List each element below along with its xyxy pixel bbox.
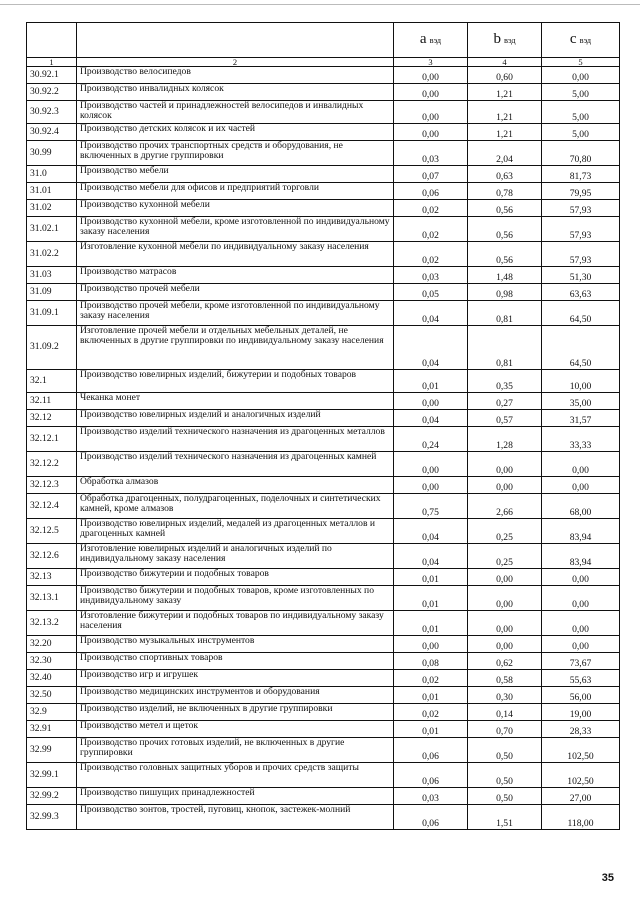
row-name: Производство зонтов, тростей, пуговиц, кнопок, застежек-молний bbox=[77, 805, 394, 830]
row-value-c: 83,94 bbox=[542, 544, 620, 569]
row-name: Производство инвалидных колясок bbox=[77, 84, 394, 101]
table-row bbox=[27, 494, 620, 519]
row-code: 32.13 bbox=[27, 569, 77, 586]
header-b-label: b bbox=[493, 31, 501, 48]
row-name: Производство изделий технического назначения из драгоценных металлов bbox=[77, 427, 394, 452]
row-value-a: 0,01 bbox=[394, 687, 468, 704]
row-name: Производство игр и игрушек bbox=[77, 670, 394, 687]
header-b bbox=[468, 23, 542, 58]
row-value-c: 33,33 bbox=[542, 427, 620, 452]
row-value-a: 0,04 bbox=[394, 301, 468, 326]
row-value-c: 5,00 bbox=[542, 84, 620, 101]
row-value-c: 73,67 bbox=[542, 653, 620, 670]
row-name: Производство медицинских инструментов и оборудования bbox=[77, 687, 394, 704]
table-row bbox=[27, 544, 620, 569]
row-value-a: 0,00 bbox=[394, 124, 468, 141]
row-value-c: 27,00 bbox=[542, 788, 620, 805]
row-value-c: 118,00 bbox=[542, 805, 620, 830]
row-name: Изготовление кухонной мебели по индивидуальному заказу населения bbox=[77, 242, 394, 267]
row-code: 32.12.6 bbox=[27, 544, 77, 569]
column-number: 2 bbox=[77, 58, 394, 67]
row-value-c: 64,50 bbox=[542, 301, 620, 326]
row-value-a: 0,01 bbox=[394, 721, 468, 738]
row-value-b: 0,25 bbox=[468, 544, 542, 569]
row-code: 31.02 bbox=[27, 200, 77, 217]
row-value-c: 10,00 bbox=[542, 370, 620, 393]
row-value-b: 0,50 bbox=[468, 763, 542, 788]
row-value-a: 0,07 bbox=[394, 166, 468, 183]
table-row bbox=[27, 805, 620, 830]
row-value-a: 0,06 bbox=[394, 738, 468, 763]
row-value-a: 0,01 bbox=[394, 569, 468, 586]
row-value-a: 0,08 bbox=[394, 653, 468, 670]
header-b-sub: вэд bbox=[503, 35, 516, 46]
row-name: Производство мебели bbox=[77, 166, 394, 183]
row-value-c: 83,94 bbox=[542, 519, 620, 544]
row-value-c: 0,00 bbox=[542, 452, 620, 477]
row-value-a: 0,00 bbox=[394, 393, 468, 410]
row-name: Производство кухонной мебели, кроме изготовленной по индивидуальному заказу населения bbox=[77, 217, 394, 242]
table-row bbox=[27, 569, 620, 586]
row-name: Производство мебели для офисов и предприятий торговли bbox=[77, 183, 394, 200]
row-value-c: 19,00 bbox=[542, 704, 620, 721]
row-code: 32.12.5 bbox=[27, 519, 77, 544]
row-value-b: 0,78 bbox=[468, 183, 542, 200]
row-code: 30.92.2 bbox=[27, 84, 77, 101]
row-name: Производство бижутерии и подобных товаров bbox=[77, 569, 394, 586]
row-value-c: 35,00 bbox=[542, 393, 620, 410]
row-value-b: 0,98 bbox=[468, 284, 542, 301]
row-value-b: 0,70 bbox=[468, 721, 542, 738]
row-value-a: 0,04 bbox=[394, 326, 468, 370]
row-value-b: 2,04 bbox=[468, 141, 542, 166]
row-code: 32.12.1 bbox=[27, 427, 77, 452]
row-code: 30.99 bbox=[27, 141, 77, 166]
row-code: 32.12.3 bbox=[27, 477, 77, 494]
row-name: Производство пишущих принадлежностей bbox=[77, 788, 394, 805]
header-c-sub: вэд bbox=[579, 35, 592, 46]
table-row bbox=[27, 284, 620, 301]
row-value-c: 70,80 bbox=[542, 141, 620, 166]
row-code: 32.99.2 bbox=[27, 788, 77, 805]
row-name: Производство ювелирных изделий, бижутерии и подобных товаров bbox=[77, 370, 394, 393]
table-row bbox=[27, 166, 620, 183]
row-value-a: 0,02 bbox=[394, 217, 468, 242]
row-value-b: 2,66 bbox=[468, 494, 542, 519]
row-value-b: 1,21 bbox=[468, 124, 542, 141]
row-value-b: 1,51 bbox=[468, 805, 542, 830]
row-name: Производство метел и щеток bbox=[77, 721, 394, 738]
page-number: 35 bbox=[601, 872, 614, 884]
row-value-a: 0,06 bbox=[394, 183, 468, 200]
row-value-b: 0,25 bbox=[468, 519, 542, 544]
row-value-c: 31,57 bbox=[542, 410, 620, 427]
row-value-a: 0,02 bbox=[394, 200, 468, 217]
row-code: 31.09.2 bbox=[27, 326, 77, 370]
row-name: Производство спортивных товаров bbox=[77, 653, 394, 670]
row-value-c: 0,00 bbox=[542, 569, 620, 586]
row-name: Производство прочей мебели, кроме изготовленной по индивидуальному заказу населения bbox=[77, 301, 394, 326]
header-code bbox=[27, 23, 77, 58]
row-code: 31.09 bbox=[27, 284, 77, 301]
row-code: 32.91 bbox=[27, 721, 77, 738]
row-name: Производство изделий, не включенных в другие группировки bbox=[77, 704, 394, 721]
table-row bbox=[27, 267, 620, 284]
table-row bbox=[27, 636, 620, 653]
row-value-a: 0,04 bbox=[394, 410, 468, 427]
row-value-b: 0,56 bbox=[468, 217, 542, 242]
row-code: 32.99.3 bbox=[27, 805, 77, 830]
table-row bbox=[27, 452, 620, 477]
row-code: 32.30 bbox=[27, 653, 77, 670]
coefficients-table bbox=[26, 22, 620, 830]
header-name bbox=[77, 23, 394, 58]
row-code: 32.50 bbox=[27, 687, 77, 704]
row-value-a: 0,03 bbox=[394, 267, 468, 284]
column-number: 1 bbox=[27, 58, 77, 67]
table-row bbox=[27, 611, 620, 636]
row-code: 32.1 bbox=[27, 370, 77, 393]
row-name: Производство ювелирных изделий, медалей из драгоценных металлов и драгоценных камней bbox=[77, 519, 394, 544]
row-name: Производство частей и принадлежностей велосипедов и инвалидных колясок bbox=[77, 101, 394, 124]
row-code: 32.99 bbox=[27, 738, 77, 763]
row-value-c: 57,93 bbox=[542, 200, 620, 217]
column-number: 5 bbox=[542, 58, 620, 67]
row-value-b: 0,00 bbox=[468, 586, 542, 611]
row-value-b: 0,14 bbox=[468, 704, 542, 721]
row-value-c: 57,93 bbox=[542, 217, 620, 242]
row-value-c: 63,63 bbox=[542, 284, 620, 301]
table-row bbox=[27, 427, 620, 452]
row-value-c: 5,00 bbox=[542, 101, 620, 124]
table-row bbox=[27, 477, 620, 494]
row-code: 31.02.1 bbox=[27, 217, 77, 242]
row-name: Производство прочей мебели bbox=[77, 284, 394, 301]
row-value-b: 0,57 bbox=[468, 410, 542, 427]
row-value-a: 0,01 bbox=[394, 611, 468, 636]
row-value-c: 0,00 bbox=[542, 67, 620, 84]
column-number: 3 bbox=[394, 58, 468, 67]
row-code: 32.40 bbox=[27, 670, 77, 687]
table-row bbox=[27, 393, 620, 410]
table-row bbox=[27, 519, 620, 544]
table-row bbox=[27, 242, 620, 267]
row-name: Производство кухонной мебели bbox=[77, 200, 394, 217]
row-name: Обработка алмазов bbox=[77, 477, 394, 494]
row-value-b: 0,00 bbox=[468, 611, 542, 636]
row-code: 32.13.2 bbox=[27, 611, 77, 636]
row-value-a: 0,00 bbox=[394, 101, 468, 124]
row-code: 32.20 bbox=[27, 636, 77, 653]
row-value-c: 81,73 bbox=[542, 166, 620, 183]
row-code: 32.13.1 bbox=[27, 586, 77, 611]
row-value-a: 0,00 bbox=[394, 636, 468, 653]
row-name: Изготовление ювелирных изделий и аналогичных изделий по индивидуальному заказу населения bbox=[77, 544, 394, 569]
row-name: Производство музыкальных инструментов bbox=[77, 636, 394, 653]
row-value-a: 0,02 bbox=[394, 670, 468, 687]
table-row bbox=[27, 410, 620, 427]
row-value-b: 0,30 bbox=[468, 687, 542, 704]
row-name: Производство головных защитных уборов и прочих средств защиты bbox=[77, 763, 394, 788]
header-a-sub: вэд bbox=[429, 35, 442, 46]
row-value-a: 0,00 bbox=[394, 67, 468, 84]
row-value-c: 0,00 bbox=[542, 477, 620, 494]
table-row bbox=[27, 653, 620, 670]
table-row bbox=[27, 370, 620, 393]
row-value-b: 0,27 bbox=[468, 393, 542, 410]
row-value-c: 51,30 bbox=[542, 267, 620, 284]
row-value-b: 0,63 bbox=[468, 166, 542, 183]
row-value-a: 0,00 bbox=[394, 477, 468, 494]
table-row bbox=[27, 704, 620, 721]
row-value-a: 0,75 bbox=[394, 494, 468, 519]
row-code: 31.02.2 bbox=[27, 242, 77, 267]
table-row bbox=[27, 687, 620, 704]
row-value-b: 0,50 bbox=[468, 788, 542, 805]
row-code: 30.92.1 bbox=[27, 67, 77, 84]
row-value-c: 68,00 bbox=[542, 494, 620, 519]
table-row bbox=[27, 124, 620, 141]
row-value-a: 0,02 bbox=[394, 242, 468, 267]
row-code: 32.12 bbox=[27, 410, 77, 427]
row-name: Чеканка монет bbox=[77, 393, 394, 410]
row-value-c: 79,95 bbox=[542, 183, 620, 200]
row-value-a: 0,03 bbox=[394, 788, 468, 805]
row-value-a: 0,05 bbox=[394, 284, 468, 301]
row-value-b: 0,60 bbox=[468, 67, 542, 84]
row-value-c: 28,33 bbox=[542, 721, 620, 738]
row-code: 31.03 bbox=[27, 267, 77, 284]
row-value-c: 102,50 bbox=[542, 738, 620, 763]
row-value-b: 0,00 bbox=[468, 636, 542, 653]
header-a-label: a bbox=[419, 31, 427, 48]
row-code: 32.12.2 bbox=[27, 452, 77, 477]
row-value-b: 0,56 bbox=[468, 242, 542, 267]
row-value-a: 0,03 bbox=[394, 141, 468, 166]
header-c-label: c bbox=[569, 31, 577, 48]
row-code: 32.12.4 bbox=[27, 494, 77, 519]
table-row bbox=[27, 326, 620, 370]
row-name: Изготовление бижутерии и подобных товаров по индивидуальному заказу населения bbox=[77, 611, 394, 636]
table-row bbox=[27, 670, 620, 687]
row-name: Производство ювелирных изделий и аналогичных изделий bbox=[77, 410, 394, 427]
row-value-b: 0,50 bbox=[468, 738, 542, 763]
row-value-b: 1,48 bbox=[468, 267, 542, 284]
row-value-a: 0,06 bbox=[394, 805, 468, 830]
row-name: Производство матрасов bbox=[77, 267, 394, 284]
table-row bbox=[27, 721, 620, 738]
table-row bbox=[27, 183, 620, 200]
row-value-c: 0,00 bbox=[542, 586, 620, 611]
row-value-a: 0,02 bbox=[394, 704, 468, 721]
row-name: Производство велосипедов bbox=[77, 67, 394, 84]
table-body bbox=[27, 67, 620, 830]
row-value-b: 0,00 bbox=[468, 569, 542, 586]
table-row bbox=[27, 200, 620, 217]
row-value-a: 0,06 bbox=[394, 763, 468, 788]
table-row bbox=[27, 788, 620, 805]
row-code: 32.99.1 bbox=[27, 763, 77, 788]
row-value-b: 0,58 bbox=[468, 670, 542, 687]
row-value-b: 0,56 bbox=[468, 200, 542, 217]
row-value-c: 56,00 bbox=[542, 687, 620, 704]
table-row bbox=[27, 763, 620, 788]
row-code: 32.9 bbox=[27, 704, 77, 721]
header-row bbox=[27, 23, 620, 58]
row-code: 32.11 bbox=[27, 393, 77, 410]
table-row bbox=[27, 586, 620, 611]
row-code: 31.09.1 bbox=[27, 301, 77, 326]
row-value-a: 0,24 bbox=[394, 427, 468, 452]
row-name: Изготовление прочей мебели и отдельных мебельных деталей, не включенных в другие группировки по индивидуальному заказу населения bbox=[77, 326, 394, 370]
header-a bbox=[394, 23, 468, 58]
row-value-b: 0,81 bbox=[468, 301, 542, 326]
row-value-a: 0,04 bbox=[394, 519, 468, 544]
table-row bbox=[27, 217, 620, 242]
row-value-c: 0,00 bbox=[542, 636, 620, 653]
row-value-c: 55,63 bbox=[542, 670, 620, 687]
row-value-a: 0,00 bbox=[394, 452, 468, 477]
row-value-b: 1,21 bbox=[468, 101, 542, 124]
row-value-b: 0,81 bbox=[468, 326, 542, 370]
row-value-a: 0,04 bbox=[394, 544, 468, 569]
table-row bbox=[27, 301, 620, 326]
row-value-c: 57,93 bbox=[542, 242, 620, 267]
row-value-b: 1,21 bbox=[468, 84, 542, 101]
column-number: 4 bbox=[468, 58, 542, 67]
table-row bbox=[27, 738, 620, 763]
row-value-b: 0,00 bbox=[468, 452, 542, 477]
row-value-b: 0,35 bbox=[468, 370, 542, 393]
row-value-a: 0,01 bbox=[394, 370, 468, 393]
table-row bbox=[27, 67, 620, 84]
row-code: 31.01 bbox=[27, 183, 77, 200]
row-value-b: 0,00 bbox=[468, 477, 542, 494]
table-row bbox=[27, 141, 620, 166]
row-code: 31.0 bbox=[27, 166, 77, 183]
row-value-c: 5,00 bbox=[542, 124, 620, 141]
header-c bbox=[542, 23, 620, 58]
row-code: 30.92.4 bbox=[27, 124, 77, 141]
scan-top-edge bbox=[0, 4, 640, 5]
row-value-b: 0,62 bbox=[468, 653, 542, 670]
row-name: Обработка драгоценных, полудрагоценных, поделочных и синтетических камней, кроме алмазов bbox=[77, 494, 394, 519]
row-value-b: 1,28 bbox=[468, 427, 542, 452]
row-name: Производство прочих готовых изделий, не включенных в другие группировки bbox=[77, 738, 394, 763]
table-row bbox=[27, 101, 620, 124]
row-value-c: 0,00 bbox=[542, 611, 620, 636]
row-value-c: 102,50 bbox=[542, 763, 620, 788]
row-name: Производство детских колясок и их частей bbox=[77, 124, 394, 141]
row-name: Производство прочих транспортных средств и оборудования, не включенных в другие группировки bbox=[77, 141, 394, 166]
row-value-c: 64,50 bbox=[542, 326, 620, 370]
table-row bbox=[27, 84, 620, 101]
row-value-a: 0,00 bbox=[394, 84, 468, 101]
row-name: Производство бижутерии и подобных товаров, кроме изготовленных по индивидуальному заказу bbox=[77, 586, 394, 611]
row-value-a: 0,01 bbox=[394, 586, 468, 611]
row-name: Производство изделий технического назначения из драгоценных камней bbox=[77, 452, 394, 477]
row-code: 30.92.3 bbox=[27, 101, 77, 124]
